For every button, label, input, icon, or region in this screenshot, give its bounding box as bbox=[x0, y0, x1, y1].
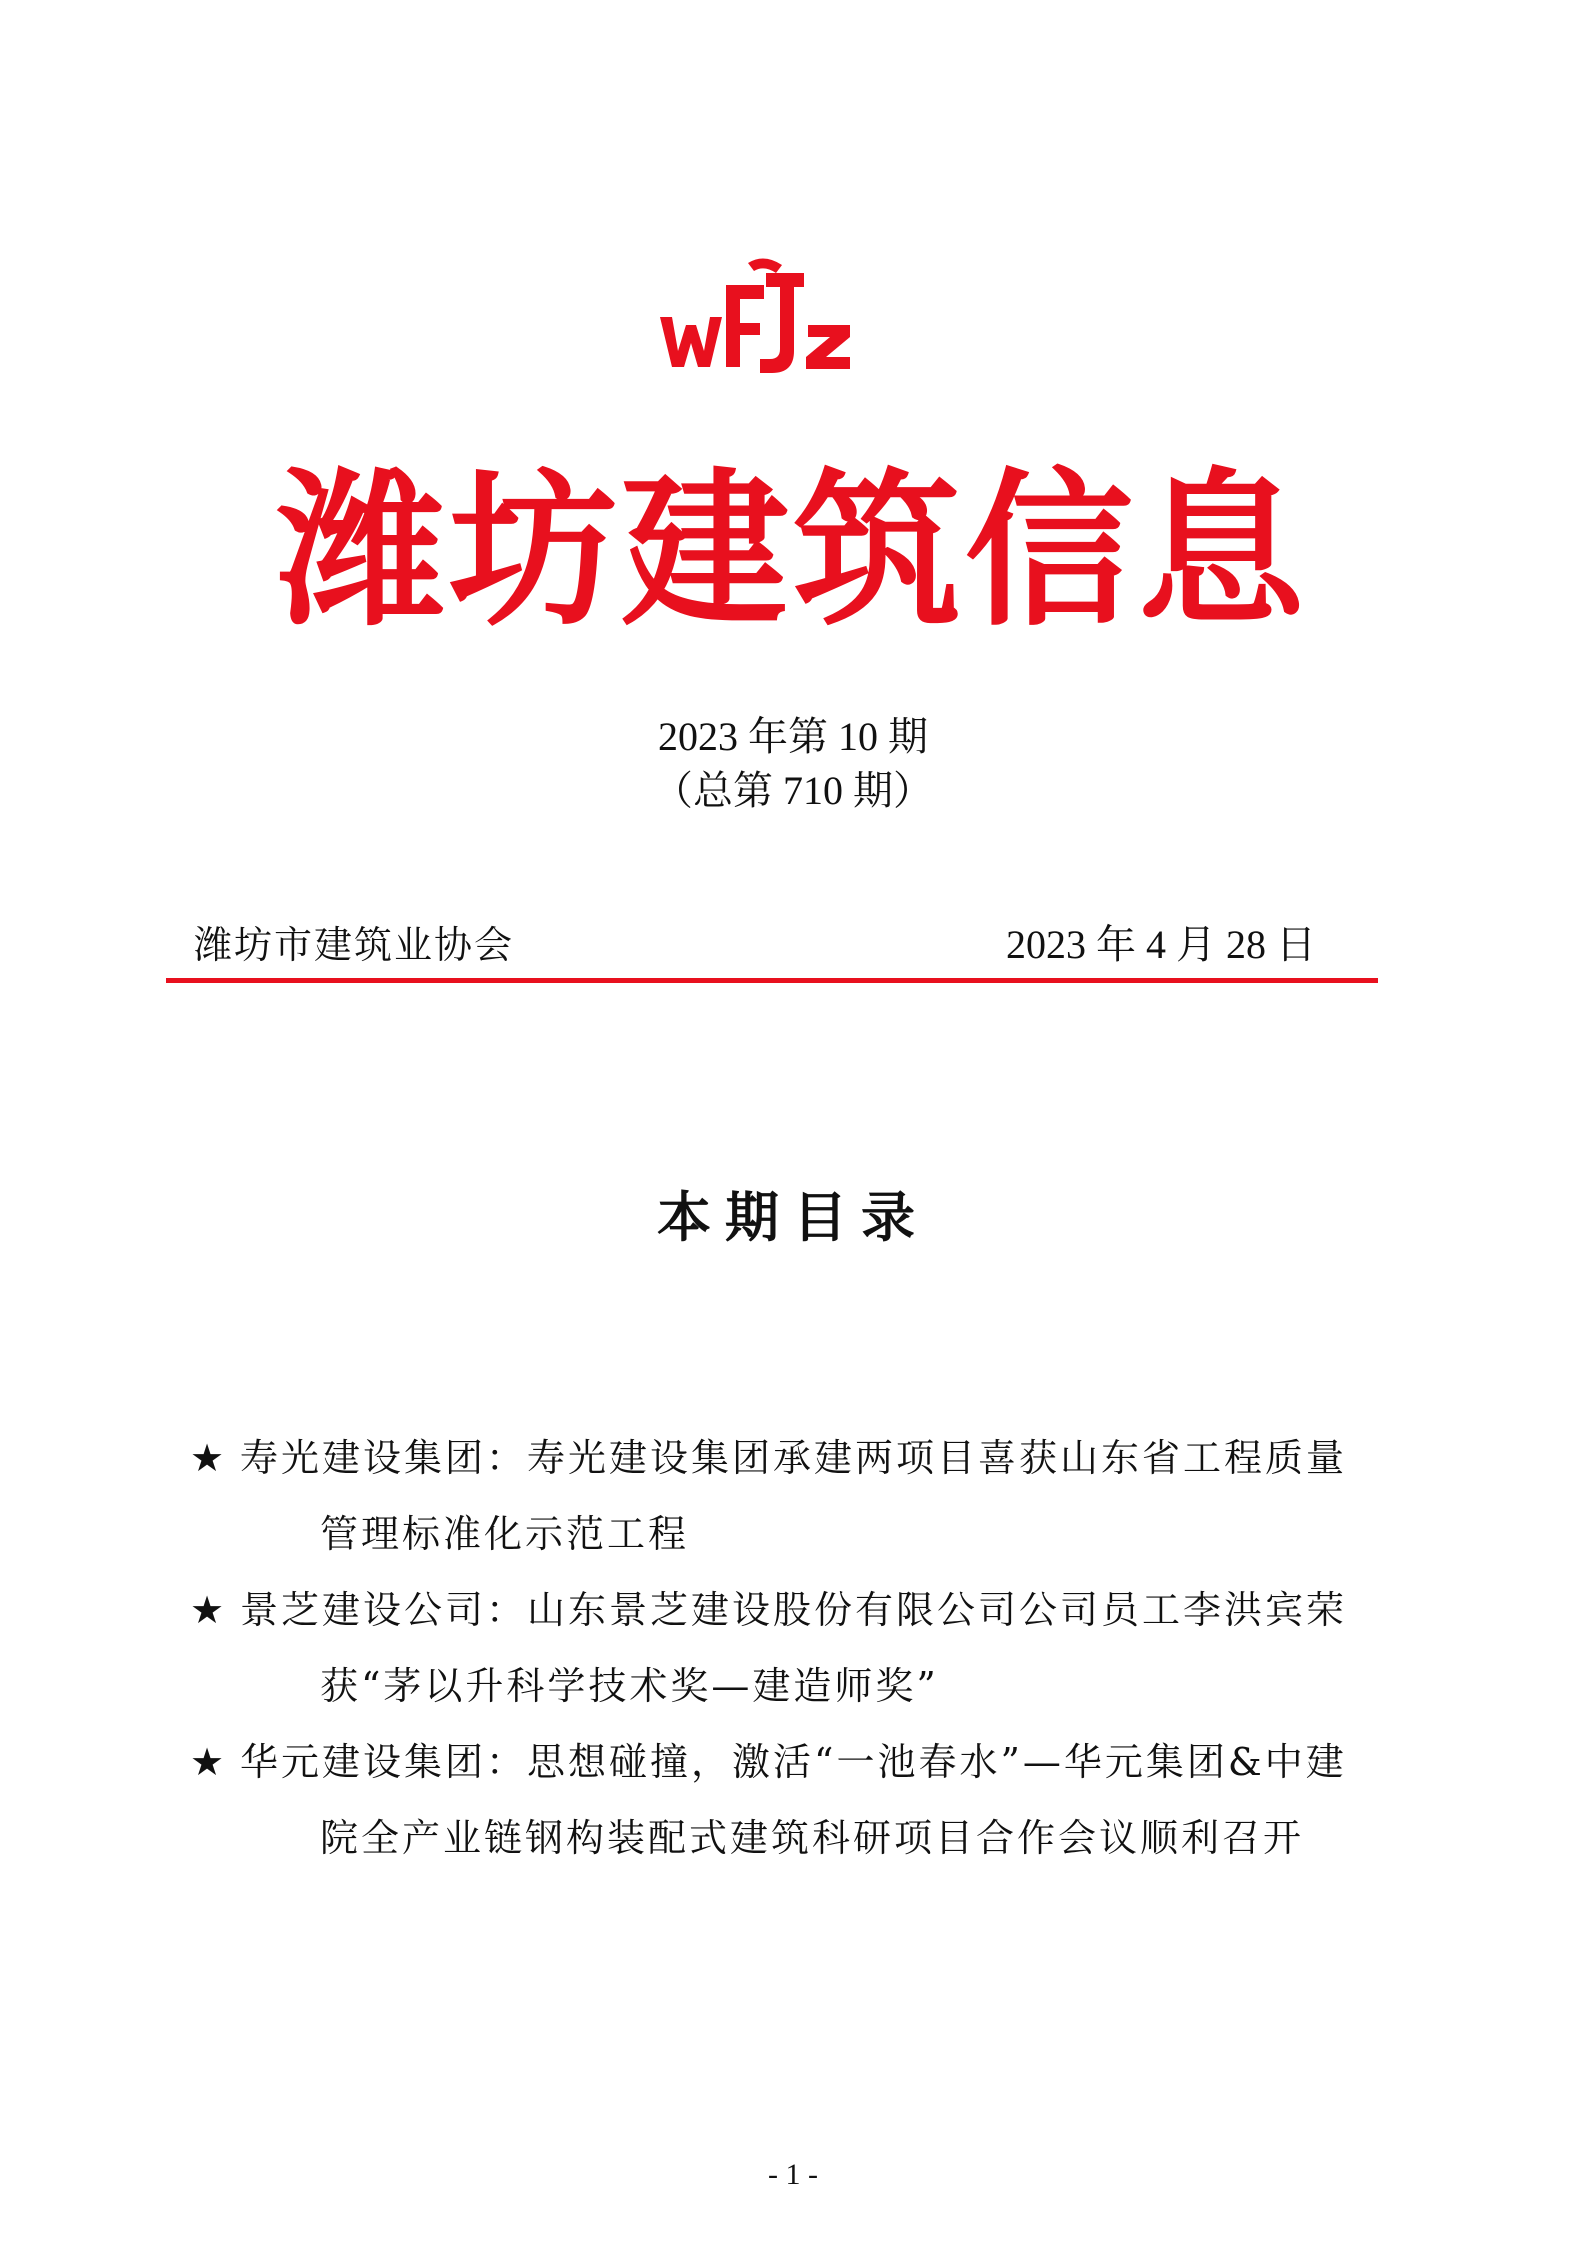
toc-item-title-continued: 院全产业链钢构装配式建筑科研项目合作会议顺利召开 bbox=[320, 1816, 1305, 1860]
toc-list bbox=[190, 1420, 1410, 1876]
toc-item-company: 华元建设集团： bbox=[240, 1740, 528, 1784]
star-bullet-icon: ★ bbox=[190, 1436, 228, 1480]
toc-item-title-continued: 管理标准化示范工程 bbox=[320, 1512, 690, 1556]
star-bullet-icon: ★ bbox=[190, 1740, 228, 1784]
publish-date: 2023 年 4 月 28 日 bbox=[1006, 922, 1316, 967]
issue-number: 2023 年第 10 期 bbox=[658, 714, 928, 759]
issue-total-number: （总第 710 期） bbox=[653, 768, 933, 813]
publisher-name: 潍坊市建筑业协会 bbox=[194, 923, 515, 967]
toc-item-company: 景芝建设公司： bbox=[240, 1588, 528, 1632]
toc-item-title-continued: 获“茅以升科学技术奖—建造师奖” bbox=[320, 1664, 939, 1708]
header-divider bbox=[166, 978, 1378, 983]
toc-item[interactable] bbox=[190, 1420, 1410, 1572]
masthead-title: 潍坊建筑信息 bbox=[277, 451, 1309, 649]
toc-item[interactable] bbox=[190, 1724, 1410, 1876]
toc-title: 本期目录 bbox=[657, 1185, 929, 1249]
star-bullet-icon: ★ bbox=[190, 1588, 228, 1632]
wfjz-logo bbox=[656, 255, 856, 385]
toc-item-title: 思想碰撞，激活“一池春水”—华元集团&中建 bbox=[527, 1740, 1347, 1784]
page-number: - 1 - bbox=[768, 2158, 818, 2191]
toc-item-title: 山东景芝建设股份有限公司公司员工李洪宾荣 bbox=[527, 1588, 1348, 1632]
toc-item-title: 寿光建设集团承建两项目喜获山东省工程质量 bbox=[527, 1436, 1348, 1480]
toc-item-company: 寿光建设集团： bbox=[240, 1436, 528, 1480]
toc-item[interactable] bbox=[190, 1572, 1410, 1724]
